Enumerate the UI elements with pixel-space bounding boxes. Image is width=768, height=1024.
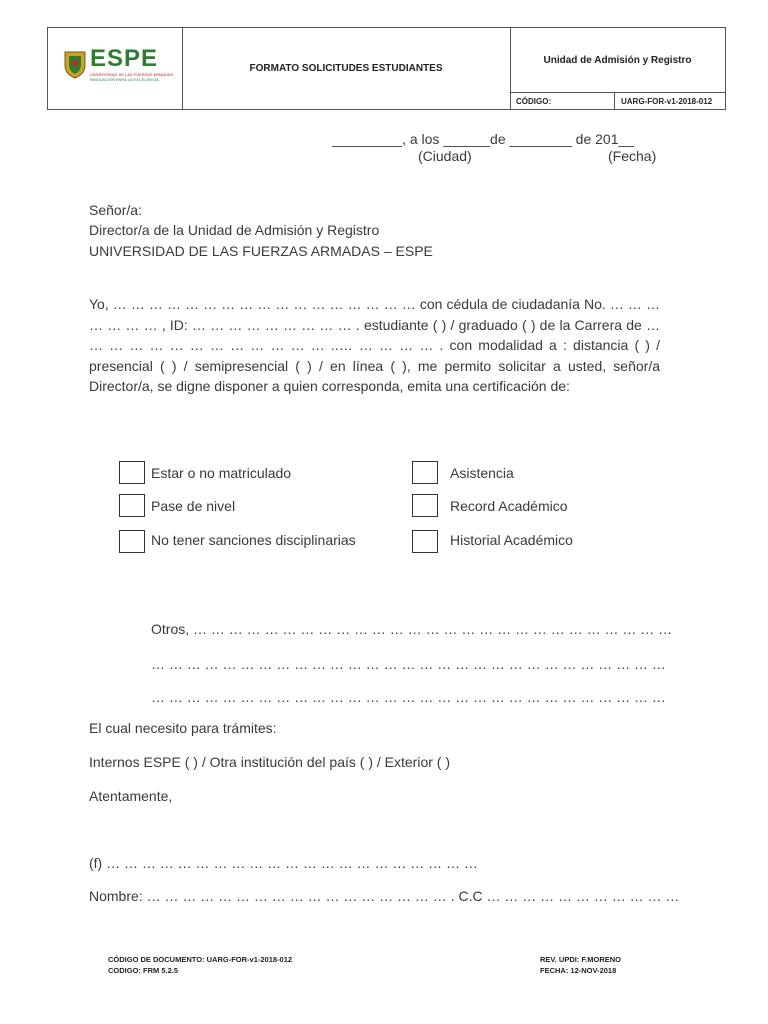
unit-cell — [510, 28, 725, 92]
shield-icon — [62, 49, 88, 79]
option-label-record: Record Académico — [450, 498, 568, 514]
code-label: CÓDIGO: — [510, 93, 615, 110]
option-label-asistencia: Asistencia — [450, 465, 514, 481]
city-label: (Ciudad) — [418, 148, 472, 164]
option-label-historial: Historial Académico — [450, 532, 573, 548]
logo-cell — [48, 28, 183, 109]
title-cell — [182, 28, 511, 109]
checkbox-historial[interactable] — [412, 530, 438, 553]
date-label: (Fecha) — [608, 148, 657, 164]
logo-subtitle: UNIVERSIDAD DE LAS FUERZAS ARMADAS — [90, 72, 174, 77]
footer-doc-code: CÓDIGO DE DOCUMENTO: UARG-FOR-v1-2018-012 — [108, 955, 293, 964]
document-header — [47, 27, 726, 110]
unit-name: Unidad de Admisión y Registro — [543, 54, 692, 66]
otros-line-3: … … … … … … … … … … … … … … … … … … … … … … … … … … … … … — [151, 689, 666, 705]
checkbox-matriculado[interactable] — [119, 461, 145, 484]
request-paragraph: Yo, … … … … … … … … … … … … … … … … … con cédula de ciudadanía No. … … … … … … … , ID: … … … … … … … … … . estudiante ( ) / graduado ( ) de la Carrera de … … … … … … … … … … … … … ..… … … … … . con modalidad a : distancia ( ) / presencial ( ) / semipresencial ( ) / en línea ( ), me permito solicitar a usted, señor/a Director/a, se digne disponer a quien corresponda, emita una certificación de: — [89, 296, 660, 394]
addressee-title: Director/a de la Unidad de Admisión y Registro — [89, 222, 380, 238]
checkbox-sanciones[interactable] — [119, 530, 145, 553]
code-value: UARG-FOR-v1-2018-012 — [621, 97, 713, 106]
university-name: UNIVERSIDAD DE LAS FUERZAS ARMADAS – ESPE — [89, 243, 433, 259]
footer-revision: REV. UPDI: F.MORENO — [540, 955, 621, 964]
option-label-sanciones: No tener sanciones disciplinarias — [151, 532, 356, 548]
logo-tagline: INNOVACIÓN PARA LA EXCELENCIA — [90, 77, 159, 82]
tramites-options: Internos ESPE ( ) / Otra institución del país ( ) / Exterior ( ) — [89, 754, 451, 770]
name-line: Nombre: … … … … … … … … … … … … … … … … … . C.C … … … … … … … … … … … — [89, 888, 680, 904]
salutation: Señor/a: — [89, 202, 142, 218]
checkbox-asistencia[interactable] — [412, 461, 438, 484]
option-label-pase-nivel: Pase de nivel — [151, 498, 236, 514]
logo-wordmark: ESPE — [90, 45, 159, 72]
option-label-matriculado: Estar o no matriculado — [151, 465, 292, 481]
otros-line-1: Otros, … … … … … … … … … … … … … … … … … … … … … … … … … … … — [151, 621, 673, 637]
espe-logo — [62, 47, 172, 87]
checkbox-pase-nivel[interactable] — [119, 494, 145, 517]
footer-frm-code: CODIGO: FRM 5.2.5 — [108, 966, 179, 975]
signature-line: (f) … … … … … … … … … … … … … … … … … … … … … — [89, 855, 478, 871]
checkbox-record[interactable] — [412, 494, 438, 517]
date-line: _________, a los ______de ________ de 201__ — [332, 131, 635, 147]
tramites-label: El cual necesito para trámites: — [89, 720, 277, 736]
code-row — [510, 92, 725, 110]
footer-date: FECHA: 12-NOV-2018 — [540, 966, 617, 975]
closing: Atentamente, — [89, 788, 173, 804]
otros-line-2: … … … … … … … … … … … … … … … … … … … … … … … … … … … … … — [151, 656, 666, 672]
form-title: FORMATO SOLICITUDES ESTUDIANTES — [249, 63, 443, 74]
